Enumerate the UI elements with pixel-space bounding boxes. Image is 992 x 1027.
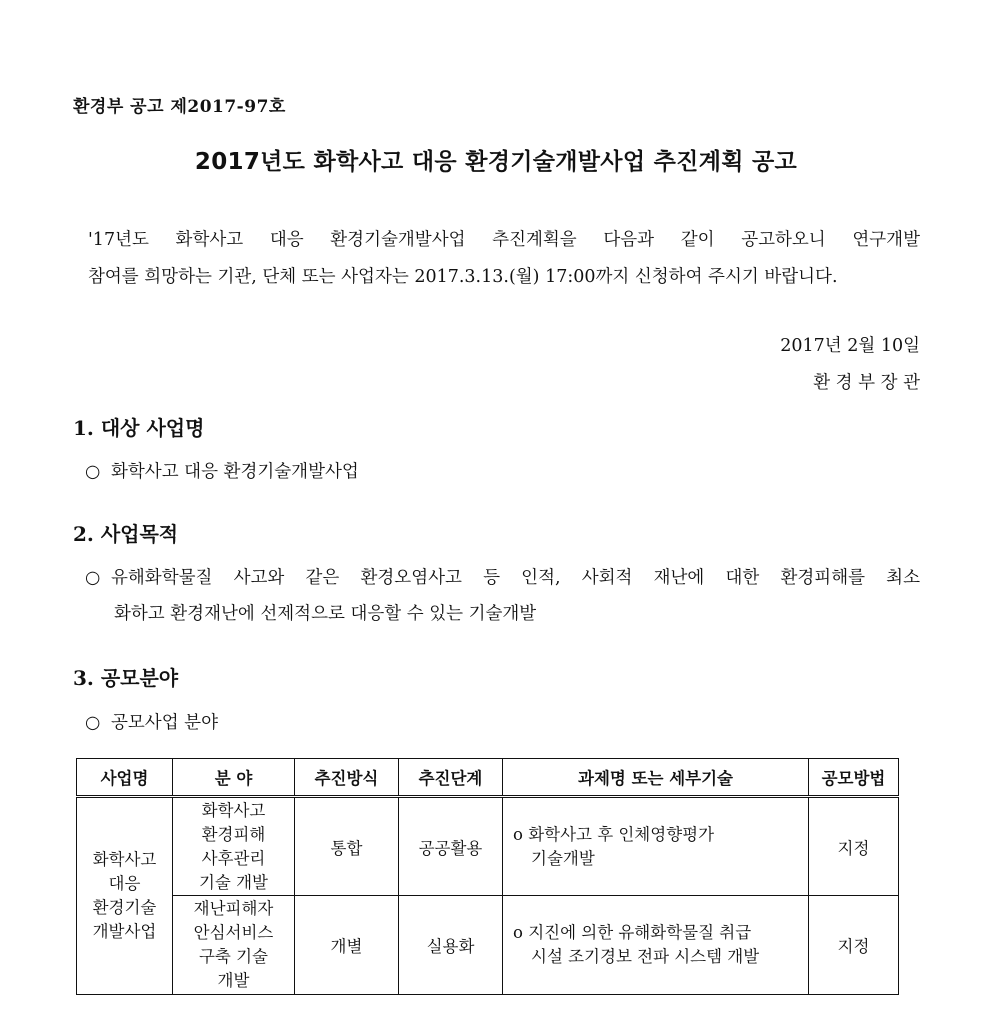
page-title: 2017년도 화학사고 대응 환경기술개발사업 추진계획 공고 xyxy=(194,149,798,175)
purpose-line-1-text: 유해화학물질 사고와 같은 환경오염사고 등 인적, 사회적 재난에 대한 환경피해를 최소 xyxy=(111,568,920,588)
task-cell xyxy=(503,896,809,995)
stage-cell: 실용화 xyxy=(399,896,503,995)
task-line-2: 기술개발 xyxy=(531,848,595,868)
field-cell xyxy=(173,797,295,896)
field-line: 기술 개발 xyxy=(198,872,268,892)
table-header-row xyxy=(77,759,899,797)
purpose-line-1 xyxy=(85,560,920,596)
field-line: 안심서비스 xyxy=(193,923,274,942)
header-project: 사업명 xyxy=(77,759,173,797)
task-line-1: 화학사고 후 인체영향평가 xyxy=(528,824,715,844)
task-line-2: 시설 조기경보 전파 시스템 개발 xyxy=(531,947,760,966)
recruit-cell: 지정 xyxy=(809,896,899,995)
recruit-table xyxy=(76,758,899,995)
notice-number: 환경부 공고 제2017-97호 xyxy=(73,97,286,117)
field-cell xyxy=(173,896,295,995)
task-bullet-icon: o xyxy=(513,824,523,844)
header-task: 과제명 또는 세부기술 xyxy=(503,759,809,797)
table-row xyxy=(77,797,899,896)
section-heading-1: 1. 대상 사업명 xyxy=(73,416,205,440)
list-item-text: 화학사고 대응 환경기술개발사업 xyxy=(111,462,359,482)
bullet-icon: ○ xyxy=(85,568,101,588)
bullet-icon: ○ xyxy=(85,713,101,733)
project-name-line: 개발사업 xyxy=(92,922,157,941)
task-cell xyxy=(503,797,809,896)
recruit-cell: 지정 xyxy=(809,797,899,896)
field-line: 구축 기술 xyxy=(198,947,268,966)
notice-date: 2017년 2월 10일 xyxy=(780,336,920,356)
purpose-paragraph xyxy=(85,560,920,632)
header-method: 추진방식 xyxy=(295,759,399,797)
method-cell: 개별 xyxy=(295,896,399,995)
header-recruit: 공모방법 xyxy=(809,759,899,797)
stage-cell: 공공활용 xyxy=(399,797,503,896)
project-name-line: 환경기술 xyxy=(92,898,157,917)
method-cell: 통합 xyxy=(295,797,399,896)
list-item xyxy=(85,709,218,734)
field-line: 개발 xyxy=(217,971,250,990)
section-heading-3: 3. 공모분야 xyxy=(73,666,179,690)
header-field: 분 야 xyxy=(173,759,295,797)
intro-paragraph xyxy=(88,222,920,296)
field-line: 화학사고 xyxy=(201,800,266,820)
intro-line-1: '17년도 화학사고 대응 환경기술개발사업 추진계획을 다음과 같이 공고하오니 연구개발 xyxy=(88,230,920,250)
field-line: 환경피해 xyxy=(201,824,266,844)
project-name-line: 대응 xyxy=(108,874,141,893)
field-line: 재난피해자 xyxy=(193,899,274,918)
intro-line-2: 참여를 희망하는 기관, 단체 또는 사업자는 2017.3.13.(월) 17:00까지 신청하여 주시기 바랍니다. xyxy=(88,267,838,287)
list-item-text: 공모사업 분야 xyxy=(111,713,218,733)
table-row xyxy=(77,896,899,995)
list-item xyxy=(85,458,359,483)
bullet-icon: ○ xyxy=(85,462,101,482)
section-heading-2: 2. 사업목적 xyxy=(73,522,179,546)
task-line-1: 지진에 의한 유해화학물질 취급 xyxy=(528,923,752,942)
task-bullet-icon: o xyxy=(513,923,523,942)
project-name-line: 화학사고 xyxy=(92,850,157,869)
purpose-line-2: 화하고 환경재난에 선제적으로 대응할 수 있는 기술개발 xyxy=(114,604,537,624)
field-line: 사후관리 xyxy=(201,848,266,868)
header-stage: 추진단계 xyxy=(399,759,503,797)
issuer: 환 경 부 장 관 xyxy=(813,373,920,393)
project-name-cell xyxy=(77,797,173,995)
